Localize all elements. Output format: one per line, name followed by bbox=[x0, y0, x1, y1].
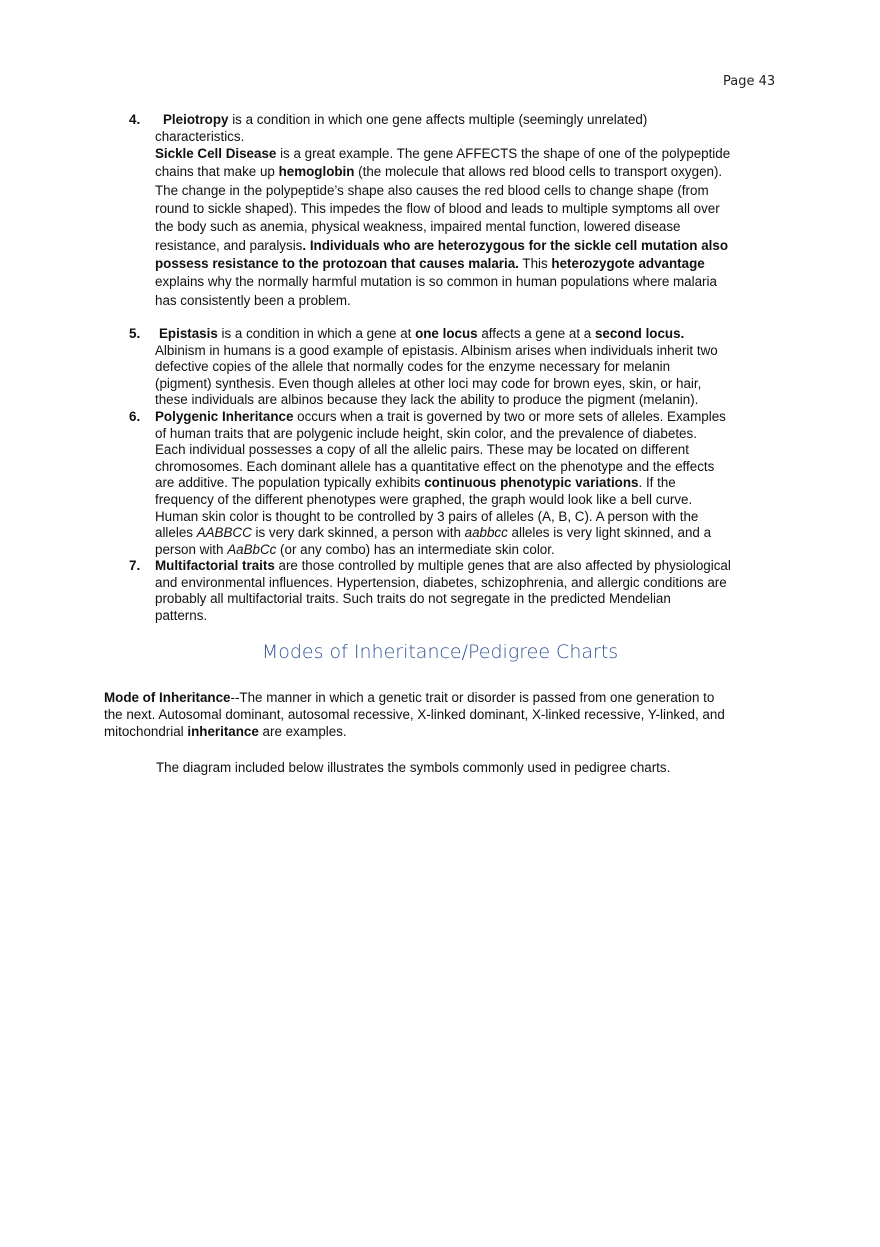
term: Multifactorial traits bbox=[155, 558, 275, 573]
text-line bbox=[155, 426, 782, 443]
list-number-4: 4. bbox=[129, 112, 141, 127]
genotype: AABBCC bbox=[196, 525, 252, 541]
text-line bbox=[155, 163, 782, 181]
text-line bbox=[155, 237, 782, 255]
text-line bbox=[155, 359, 782, 376]
text-line bbox=[155, 442, 782, 459]
term: Sickle Cell Disease bbox=[155, 146, 277, 162]
term: Epistasis bbox=[159, 326, 218, 341]
text-line bbox=[155, 409, 782, 426]
text-line bbox=[155, 200, 782, 218]
text: This bbox=[518, 255, 552, 271]
text: resistance, and paralysis bbox=[155, 237, 303, 253]
text-line bbox=[155, 112, 782, 129]
text-line bbox=[155, 492, 782, 509]
term: . Individuals who are heterozygous for the sickle cell mutation also bbox=[302, 237, 728, 253]
genotype: aabbcc bbox=[464, 525, 508, 541]
text-line bbox=[104, 706, 784, 723]
text: these individuals are albinos because they lack the ability to produce the pigment (melanin). bbox=[155, 392, 699, 408]
text: chromosomes. Each dominant allele has a quantitative effect on the phenotype and the effects bbox=[155, 458, 715, 474]
term: one locus bbox=[415, 326, 478, 341]
text-line bbox=[155, 475, 782, 492]
text-line bbox=[155, 255, 782, 273]
text: has consistently been a problem. bbox=[155, 292, 351, 308]
term: Mode of Inheritance bbox=[104, 690, 231, 705]
text: occurs when a trait is governed by two or more sets of alleles. Examples bbox=[293, 409, 726, 424]
text-line bbox=[155, 608, 782, 625]
text: are those controlled by multiple genes that are also affected by physiological bbox=[274, 558, 731, 573]
text-line bbox=[155, 218, 782, 236]
text-line bbox=[155, 542, 782, 559]
section-heading: Modes of Inheritance/Pedigree Charts bbox=[261, 641, 619, 663]
diagram-intro: The diagram included below illustrates the symbols commonly used in pedigree charts. bbox=[156, 760, 671, 775]
text-line bbox=[155, 129, 782, 146]
text: alleles is very light skinned, and a bbox=[507, 525, 712, 541]
text: round to sickle shaped). This impedes the flow of blood and leads to multiple symptoms all over bbox=[155, 201, 720, 217]
text: . If the bbox=[638, 475, 676, 491]
text-line bbox=[155, 182, 782, 200]
text: are examples. bbox=[258, 724, 347, 739]
text: is a condition in which one gene affects multiple (seemingly unrelated) bbox=[228, 112, 648, 127]
item-epistasis bbox=[155, 326, 782, 409]
text-line bbox=[155, 376, 782, 393]
text-line bbox=[104, 689, 784, 706]
text-line bbox=[155, 509, 782, 526]
text: (or any combo) has an intermediate skin color. bbox=[276, 541, 555, 557]
text: is very dark skinned, a person with bbox=[251, 525, 465, 541]
text: probably all multifactorial traits. Such traits do not segregate in the predicted Mendelian bbox=[155, 591, 671, 607]
text: and environmental influences. Hypertension, diabetes, schizophrenia, and allergic conditions are bbox=[155, 574, 727, 590]
text-line bbox=[155, 591, 782, 608]
text-line bbox=[104, 723, 784, 740]
text: are additive. The population typically exhibits bbox=[155, 475, 425, 491]
text: Each individual possesses a copy of all the allelic pairs. These may be located on different bbox=[155, 442, 689, 458]
text: person with bbox=[155, 541, 228, 557]
text: The change in the polypeptide’s shape also causes the red blood cells to change shape (from bbox=[155, 182, 709, 198]
term: heterozygote advantage bbox=[551, 255, 705, 271]
term: possess resistance to the protozoan that causes malaria. bbox=[155, 255, 519, 271]
term: second locus. bbox=[594, 326, 685, 341]
text: alleles bbox=[155, 525, 197, 541]
mode-of-inheritance-paragraph bbox=[104, 689, 784, 740]
text: chains that make up bbox=[155, 164, 279, 180]
item-multifactorial-traits bbox=[155, 558, 782, 624]
text-line bbox=[155, 459, 782, 476]
text: the body such as anemia, physical weakness, impaired mental function, lowered disease bbox=[155, 219, 681, 235]
text-line bbox=[155, 292, 782, 310]
text-line bbox=[155, 392, 782, 409]
text-line bbox=[155, 273, 782, 291]
text: (the molecule that allows red blood cells to transport oxygen). bbox=[354, 164, 723, 180]
text: of human traits that are polygenic include height, skin color, and the prevalence of diabetes. bbox=[155, 425, 697, 441]
term: continuous phenotypic variations bbox=[424, 475, 639, 491]
text: characteristics. bbox=[155, 128, 245, 144]
text: Human skin color is thought to be controlled by 3 pairs of alleles (A, B, C). A person with the bbox=[155, 508, 699, 524]
text: the next. Autosomal dominant, autosomal recessive, X-linked dominant, X-linked recessive, Y-linked, and bbox=[104, 707, 725, 722]
text: explains why the normally harmful mutation is so common in human populations where malaria bbox=[155, 274, 717, 290]
text: affects a gene at a bbox=[477, 326, 595, 341]
text: defective copies of the allele that normally codes for the enzyme necessary for melanin bbox=[155, 359, 671, 375]
text-line bbox=[155, 145, 782, 163]
text: is a condition in which a gene at bbox=[217, 326, 416, 341]
text: is a great example. The gene AFFECTS the shape of one of the polypeptide bbox=[276, 146, 731, 162]
text-line bbox=[155, 575, 782, 592]
term: Pleiotropy bbox=[163, 112, 229, 127]
term: inheritance bbox=[187, 724, 259, 739]
text-line bbox=[155, 525, 782, 542]
text: Albinism in humans is a good example of epistasis. Albinism arises when individuals inherit two bbox=[155, 342, 718, 358]
text-line bbox=[155, 343, 782, 360]
text: frequency of the different phenotypes were graphed, the graph would look like a bell curve. bbox=[155, 491, 693, 507]
text: --The manner in which a genetic trait or disorder is passed from one generation to bbox=[230, 690, 715, 705]
term: Polygenic Inheritance bbox=[155, 409, 294, 424]
genotype: AaBbCc bbox=[227, 541, 277, 557]
text: (pigment) synthesis. Even though alleles at other loci may code for brown eyes, skin, or hair, bbox=[155, 375, 702, 391]
text-line bbox=[155, 558, 782, 575]
text-line bbox=[155, 326, 782, 343]
list-number-7: 7. bbox=[129, 558, 141, 573]
term: hemoglobin bbox=[278, 164, 355, 180]
item-pleiotropy bbox=[155, 112, 782, 310]
list-number-6: 6. bbox=[129, 409, 141, 424]
list-number-5: 5. bbox=[129, 326, 141, 341]
text: mitochondrial bbox=[104, 724, 188, 739]
page-number: Page 43 bbox=[723, 74, 776, 89]
item-polygenic-inheritance bbox=[155, 409, 782, 558]
text: patterns. bbox=[155, 607, 208, 623]
